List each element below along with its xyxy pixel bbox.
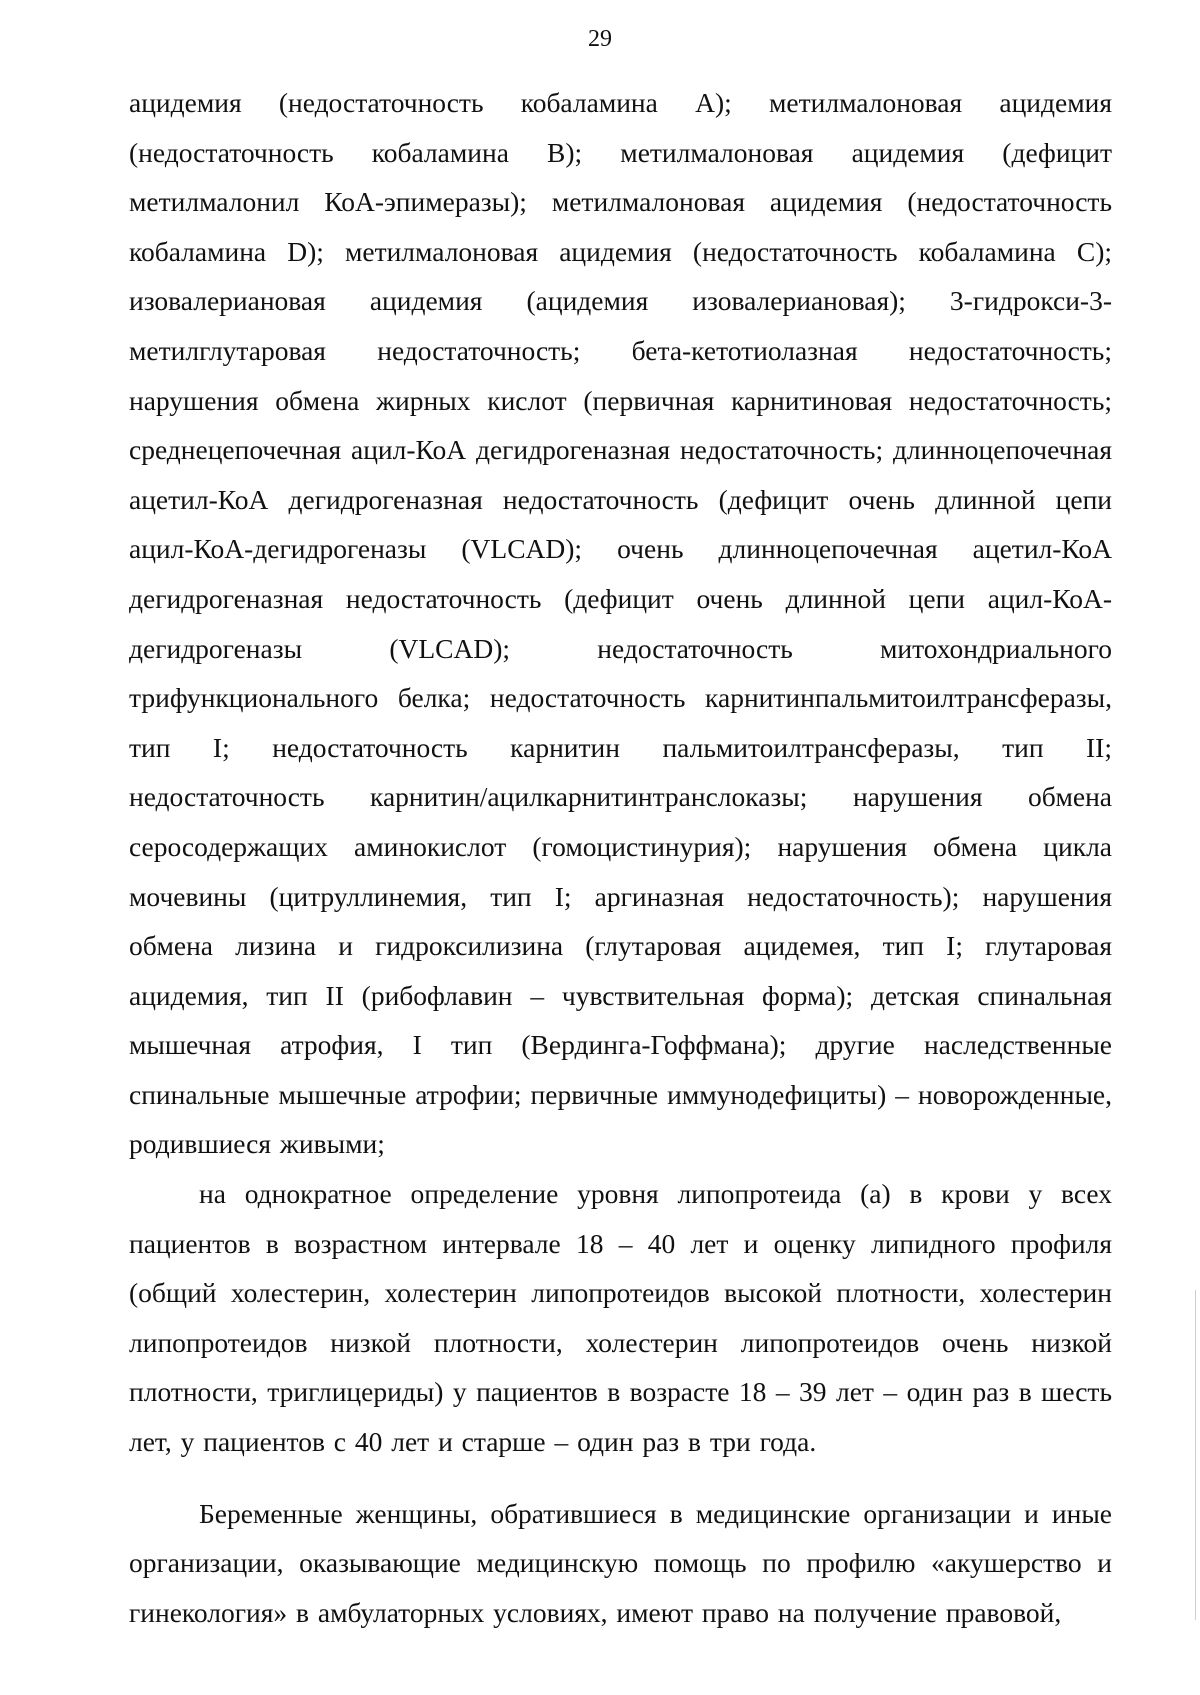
paragraph-continuation: ацидемия (недостаточность кобаламина А); метилмалоновая ацидемия (недостаточность кобаламина В); метилмалоновая ацидемия (дефицит метилмалонил КоА-эпимеразы); метилмалоновая ацидемия (недостаточность кобаламина D); метилмалоновая ацидемия (недостаточность кобаламина С); изовалериановая ацидемия (ацидемия изовалериановая); 3-гидрокси-3-метилглутаровая недостаточность; бета-кетотиолазная недостаточность; нарушения обмена жирных кислот (первичная карнитиновая недостаточность; среднецепочечная ацил-КоА дегидрогеназная недостаточность; длинноцепочечная ацетил-КоА дегидрогеназная недостаточность (дефицит очень длинной цепи ацил-КоА-дегидрогеназы (VLCAD); очень длинноцепочечная ацетил-КоА дегидрогеназная недостаточность (дефицит очень длинной цепи ацил-КоА-дегидрогеназы (VLCAD); недостаточность митохондриального трифункционального белка; недостаточность карнитинпальмитоилтрансферазы, тип I; недостаточность карнитин пальмитоилтрансферазы, тип II; недостаточность карнитин/ацилкарнитинтранслоказы; нарушения обмена серосодержащих аминокислот (гомоцистинурия); нарушения обмена цикла мочевины (цитруллинемия, тип I; аргиназная недостаточность); нарушения обмена лизина и гидроксилизина (глутаровая ацидемея, тип I; глутаровая ацидемия, тип II (рибофлавин – чувствительная форма); детская спинальная мышечная атрофия, I тип (Вердинга-Гоффмана); другие наследственные спинальные мышечные атрофии; первичные иммунодефициты) – новорожденные, родившиеся живыми; (129, 87, 1112, 1160)
scan-edge-line (1195, 1290, 1196, 1620)
page-number: 29 (588, 26, 612, 52)
document-body (129, 78, 1112, 1637)
paragraph-lipid-screening: на однократное определение уровня липопротеида (а) в крови у всех пациентов в возрастном интервале 18 – 40 лет и оценку липидного профиля (общий холестерин, холестерин липопротеидов высокой плотности, холестерин липопротеидов низкой плотности, холестерин липопротеидов очень низкой плотности, триглицериды) у пациентов в возрасте 18 – 39 лет – один раз в шесть лет, у пациентов с 40 лет и старше – один раз в три года. (129, 1178, 1112, 1458)
paragraph-pregnant-women: Беременные женщины, обратившиеся в медицинские организации и иные организации, оказывающие медицинскую помощь по профилю «акушерство и гинекология» в амбулаторных условиях, имеют право на получение правовой, (129, 1497, 1112, 1628)
